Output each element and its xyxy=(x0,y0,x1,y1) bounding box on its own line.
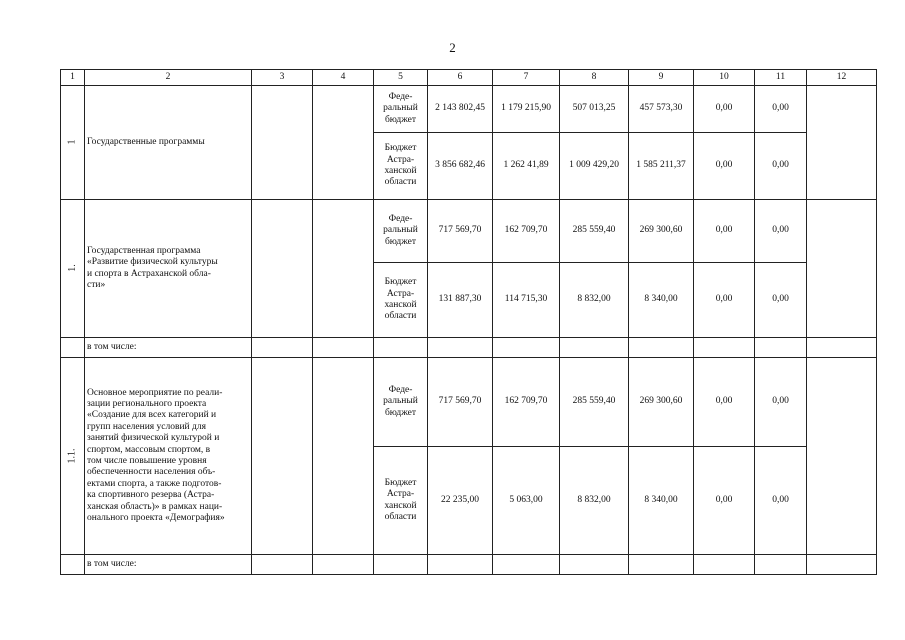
table-row xyxy=(61,338,877,358)
value-cell: 269 300,60 xyxy=(629,200,694,263)
table-row xyxy=(61,200,877,263)
funding-source: Бюджет Астра- ханской области xyxy=(374,263,428,338)
value-cell: 131 887,30 xyxy=(428,263,493,338)
empty-cell xyxy=(61,338,85,358)
col-header-2: 2 xyxy=(85,70,252,86)
empty-cell xyxy=(807,555,877,575)
value-cell: 0,00 xyxy=(755,447,807,555)
value-cell: 717 569,70 xyxy=(428,358,493,447)
value-cell: 3 856 682,46 xyxy=(428,133,493,200)
col-header-3: 3 xyxy=(252,70,313,86)
empty-cell xyxy=(560,555,629,575)
value-cell: 0,00 xyxy=(694,263,755,338)
empty-cell xyxy=(252,555,313,575)
value-cell: 0,00 xyxy=(694,133,755,200)
empty-cell xyxy=(629,338,694,358)
program-name: Основное мероприятие по реали- зации регионального проекта «Создание для всех категорий и групп населения условий для занятий физической культурой и спортом, массовым спортом, в том числе повышение уровня обеспеченности населения объ- ектами спорта, а также подготов- ка спортивного резерва (Астра- ханская область)» в рамках наци- онального проекта «Демография» xyxy=(85,358,252,555)
table-row xyxy=(61,555,877,575)
value-cell: 0,00 xyxy=(694,358,755,447)
value-cell: 0,00 xyxy=(694,86,755,133)
empty-cell xyxy=(694,338,755,358)
value-cell: 1 585 211,37 xyxy=(629,133,694,200)
row-index: 1. xyxy=(61,200,85,338)
table-row xyxy=(61,86,877,133)
col-header-6: 6 xyxy=(428,70,493,86)
budget-table xyxy=(60,69,877,575)
funding-source: Феде- ральный бюджет xyxy=(374,358,428,447)
value-cell: 285 559,40 xyxy=(560,358,629,447)
value-cell: 8 340,00 xyxy=(629,263,694,338)
empty-cell xyxy=(755,555,807,575)
empty-cell xyxy=(807,358,877,555)
empty-cell xyxy=(428,338,493,358)
value-cell: 114 715,30 xyxy=(493,263,560,338)
funding-source: Бюджет Астра- ханской области xyxy=(374,447,428,555)
program-name: Государственные программы xyxy=(85,86,252,200)
empty-cell xyxy=(252,358,313,555)
col-header-10: 10 xyxy=(694,70,755,86)
value-cell: 2 143 802,45 xyxy=(428,86,493,133)
col-header-12: 12 xyxy=(807,70,877,86)
empty-cell xyxy=(807,200,877,338)
empty-cell xyxy=(252,86,313,200)
row-index: 1 xyxy=(61,86,85,200)
col-header-5: 5 xyxy=(374,70,428,86)
value-cell: 1 262 41,89 xyxy=(493,133,560,200)
program-name: Государственная программа «Развитие физической культуры и спорта в Астраханской обла- сти» xyxy=(85,200,252,338)
value-cell: 162 709,70 xyxy=(493,358,560,447)
funding-source: Феде- ральный бюджет xyxy=(374,86,428,133)
col-header-7: 7 xyxy=(493,70,560,86)
value-cell: 457 573,30 xyxy=(629,86,694,133)
value-cell: 22 235,00 xyxy=(428,447,493,555)
empty-cell xyxy=(493,338,560,358)
page-number: 2 xyxy=(449,40,456,55)
empty-cell xyxy=(807,86,877,200)
funding-source: Бюджет Астра- ханской области xyxy=(374,133,428,200)
row-index: 1.1. xyxy=(61,358,85,555)
empty-cell xyxy=(694,555,755,575)
empty-cell xyxy=(428,555,493,575)
empty-cell xyxy=(493,555,560,575)
value-cell: 5 063,00 xyxy=(493,447,560,555)
value-cell: 717 569,70 xyxy=(428,200,493,263)
value-cell: 0,00 xyxy=(694,200,755,263)
value-cell: 0,00 xyxy=(755,200,807,263)
empty-cell xyxy=(252,200,313,338)
empty-cell xyxy=(374,338,428,358)
value-cell: 0,00 xyxy=(755,263,807,338)
table-row xyxy=(61,358,877,447)
value-cell: 0,00 xyxy=(755,358,807,447)
subheader-including: в том числе: xyxy=(85,555,252,575)
empty-cell xyxy=(61,555,85,575)
value-cell: 8 832,00 xyxy=(560,263,629,338)
col-header-11: 11 xyxy=(755,70,807,86)
empty-cell xyxy=(374,555,428,575)
value-cell: 0,00 xyxy=(694,447,755,555)
empty-cell xyxy=(313,338,374,358)
subheader-including: в том числе: xyxy=(85,338,252,358)
value-cell: 8 832,00 xyxy=(560,447,629,555)
empty-cell xyxy=(313,555,374,575)
value-cell: 0,00 xyxy=(755,86,807,133)
value-cell: 269 300,60 xyxy=(629,358,694,447)
empty-cell xyxy=(807,338,877,358)
empty-cell xyxy=(560,338,629,358)
value-cell: 8 340,00 xyxy=(629,447,694,555)
empty-cell xyxy=(313,86,374,200)
value-cell: 1 179 215,90 xyxy=(493,86,560,133)
value-cell: 162 709,70 xyxy=(493,200,560,263)
value-cell: 1 009 429,20 xyxy=(560,133,629,200)
col-header-9: 9 xyxy=(629,70,694,86)
column-number-row xyxy=(61,70,877,86)
col-header-1: 1 xyxy=(61,70,85,86)
col-header-8: 8 xyxy=(560,70,629,86)
empty-cell xyxy=(755,338,807,358)
col-header-4: 4 xyxy=(313,70,374,86)
value-cell: 0,00 xyxy=(755,133,807,200)
value-cell: 285 559,40 xyxy=(560,200,629,263)
empty-cell xyxy=(629,555,694,575)
empty-cell xyxy=(313,358,374,555)
value-cell: 507 013,25 xyxy=(560,86,629,133)
empty-cell xyxy=(252,338,313,358)
empty-cell xyxy=(313,200,374,338)
funding-source: Феде- ральный бюджет xyxy=(374,200,428,263)
